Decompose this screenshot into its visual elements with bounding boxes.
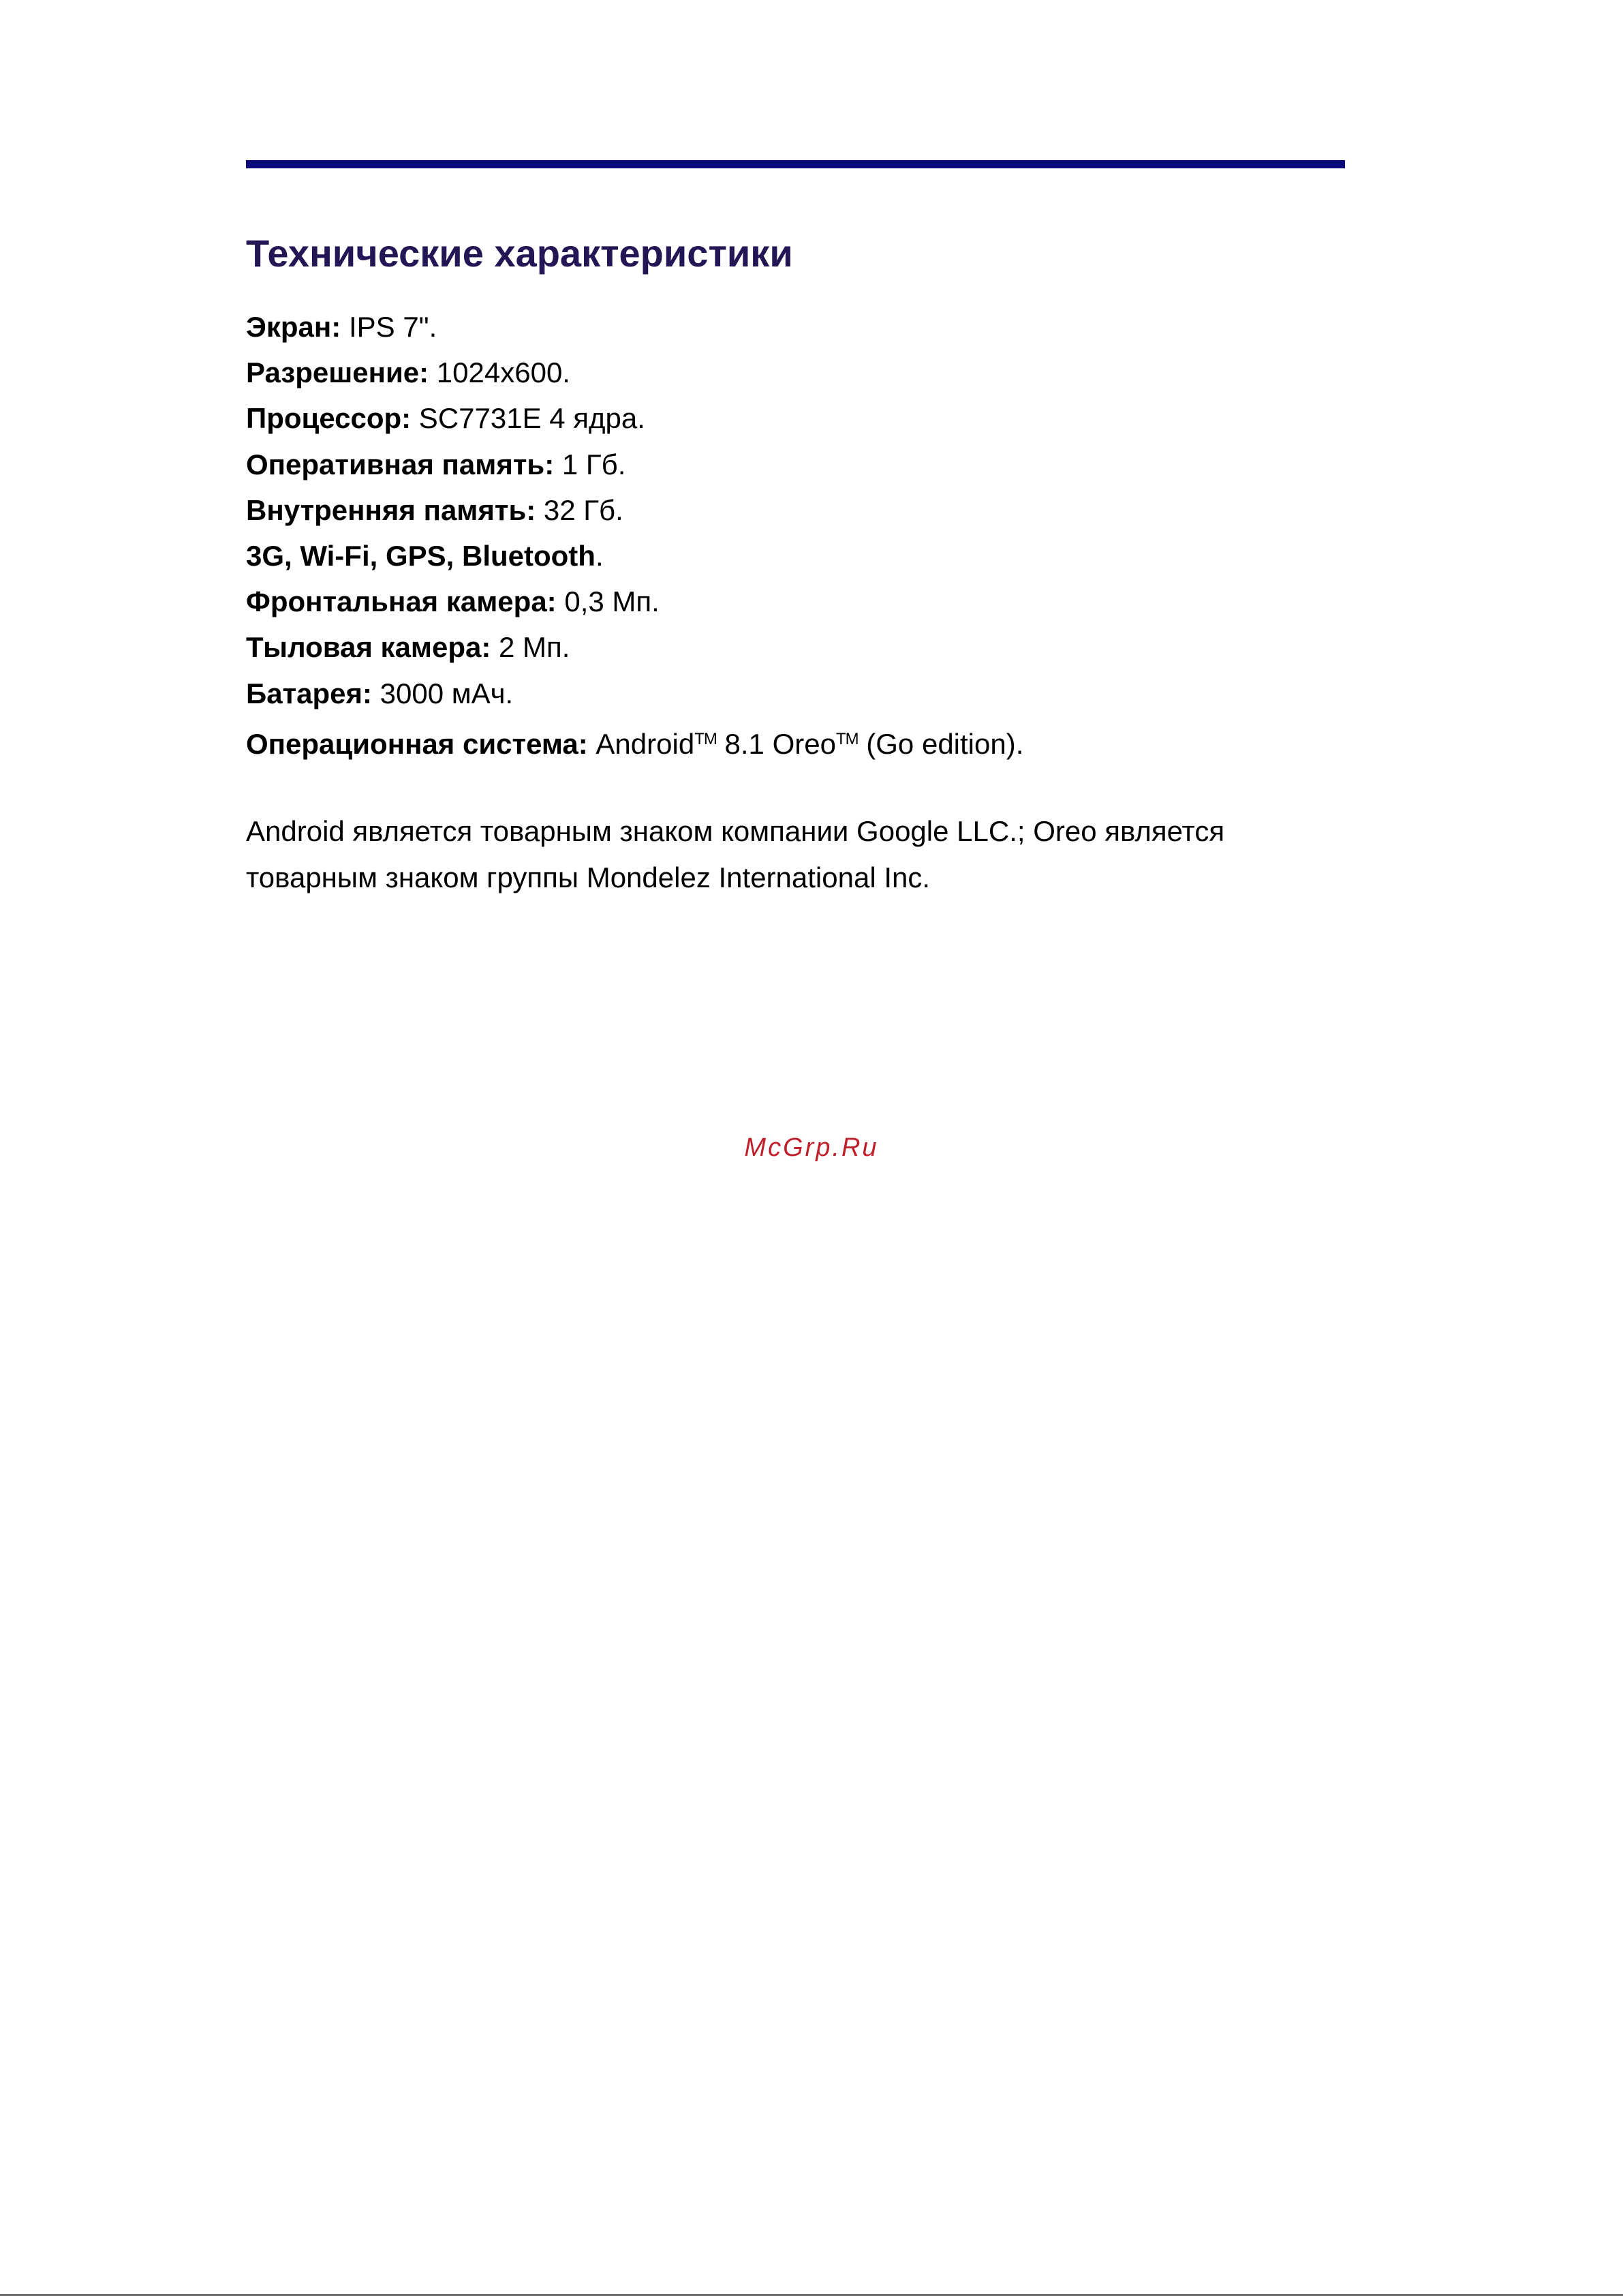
page-title: Технические характеристики bbox=[246, 232, 793, 275]
spec-label: Процессор: bbox=[246, 402, 412, 435]
spec-item-screen bbox=[246, 304, 1023, 350]
spec-item-ram bbox=[246, 442, 1023, 487]
spec-value: IPS 7". bbox=[341, 311, 437, 343]
spec-label: Фронтальная камера: bbox=[246, 585, 557, 618]
trademark-mark: TM bbox=[694, 729, 717, 748]
spec-value: 0,3 Мп. bbox=[556, 585, 660, 618]
spec-item-rear-camera bbox=[246, 624, 1023, 670]
spec-value: (Go edition). bbox=[858, 727, 1024, 760]
watermark: McGrp.Ru bbox=[744, 1133, 879, 1162]
spec-label: Экран: bbox=[246, 311, 341, 343]
spec-label: Батарея: bbox=[246, 677, 372, 709]
spec-value: SC7731E 4 ядра. bbox=[411, 402, 645, 435]
spec-item-resolution bbox=[246, 350, 1023, 395]
spec-label: Внутренняя память: bbox=[246, 493, 536, 526]
spec-value: 1 Гб. bbox=[554, 448, 626, 480]
spec-value: . bbox=[595, 539, 604, 572]
spec-label: Оперативная память: bbox=[246, 448, 555, 480]
spec-label: Тыловая камера: bbox=[246, 631, 491, 664]
spec-item-storage bbox=[246, 487, 1023, 533]
spec-value: 3000 мАч. bbox=[371, 677, 514, 709]
spec-label: 3G, Wi-Fi, GPS, Bluetooth bbox=[246, 539, 596, 572]
spec-list bbox=[246, 304, 1023, 762]
spec-label: Разрешение: bbox=[246, 356, 429, 389]
spec-item-processor bbox=[246, 395, 1023, 441]
spec-item-battery bbox=[246, 671, 1023, 716]
trademark-mark: TM bbox=[835, 729, 859, 748]
spec-item-connectivity bbox=[246, 533, 1023, 579]
spec-label: Операционная система: bbox=[246, 727, 588, 760]
spec-item-front-camera bbox=[246, 579, 1023, 624]
spec-value: 32 Гб. bbox=[536, 493, 623, 526]
header-rule bbox=[246, 160, 1345, 168]
spec-value: 1024x600. bbox=[429, 356, 570, 389]
spec-item-os bbox=[246, 716, 1023, 762]
spec-value: Android bbox=[587, 727, 695, 760]
spec-value: 8.1 Oreo bbox=[716, 727, 836, 760]
spec-value: 2 Мп. bbox=[491, 631, 570, 664]
trademark-note: Android является товарным знаком компании Google LLC.; Oreo является товарным знаком группы Mondelez International Inc. bbox=[246, 815, 1225, 893]
